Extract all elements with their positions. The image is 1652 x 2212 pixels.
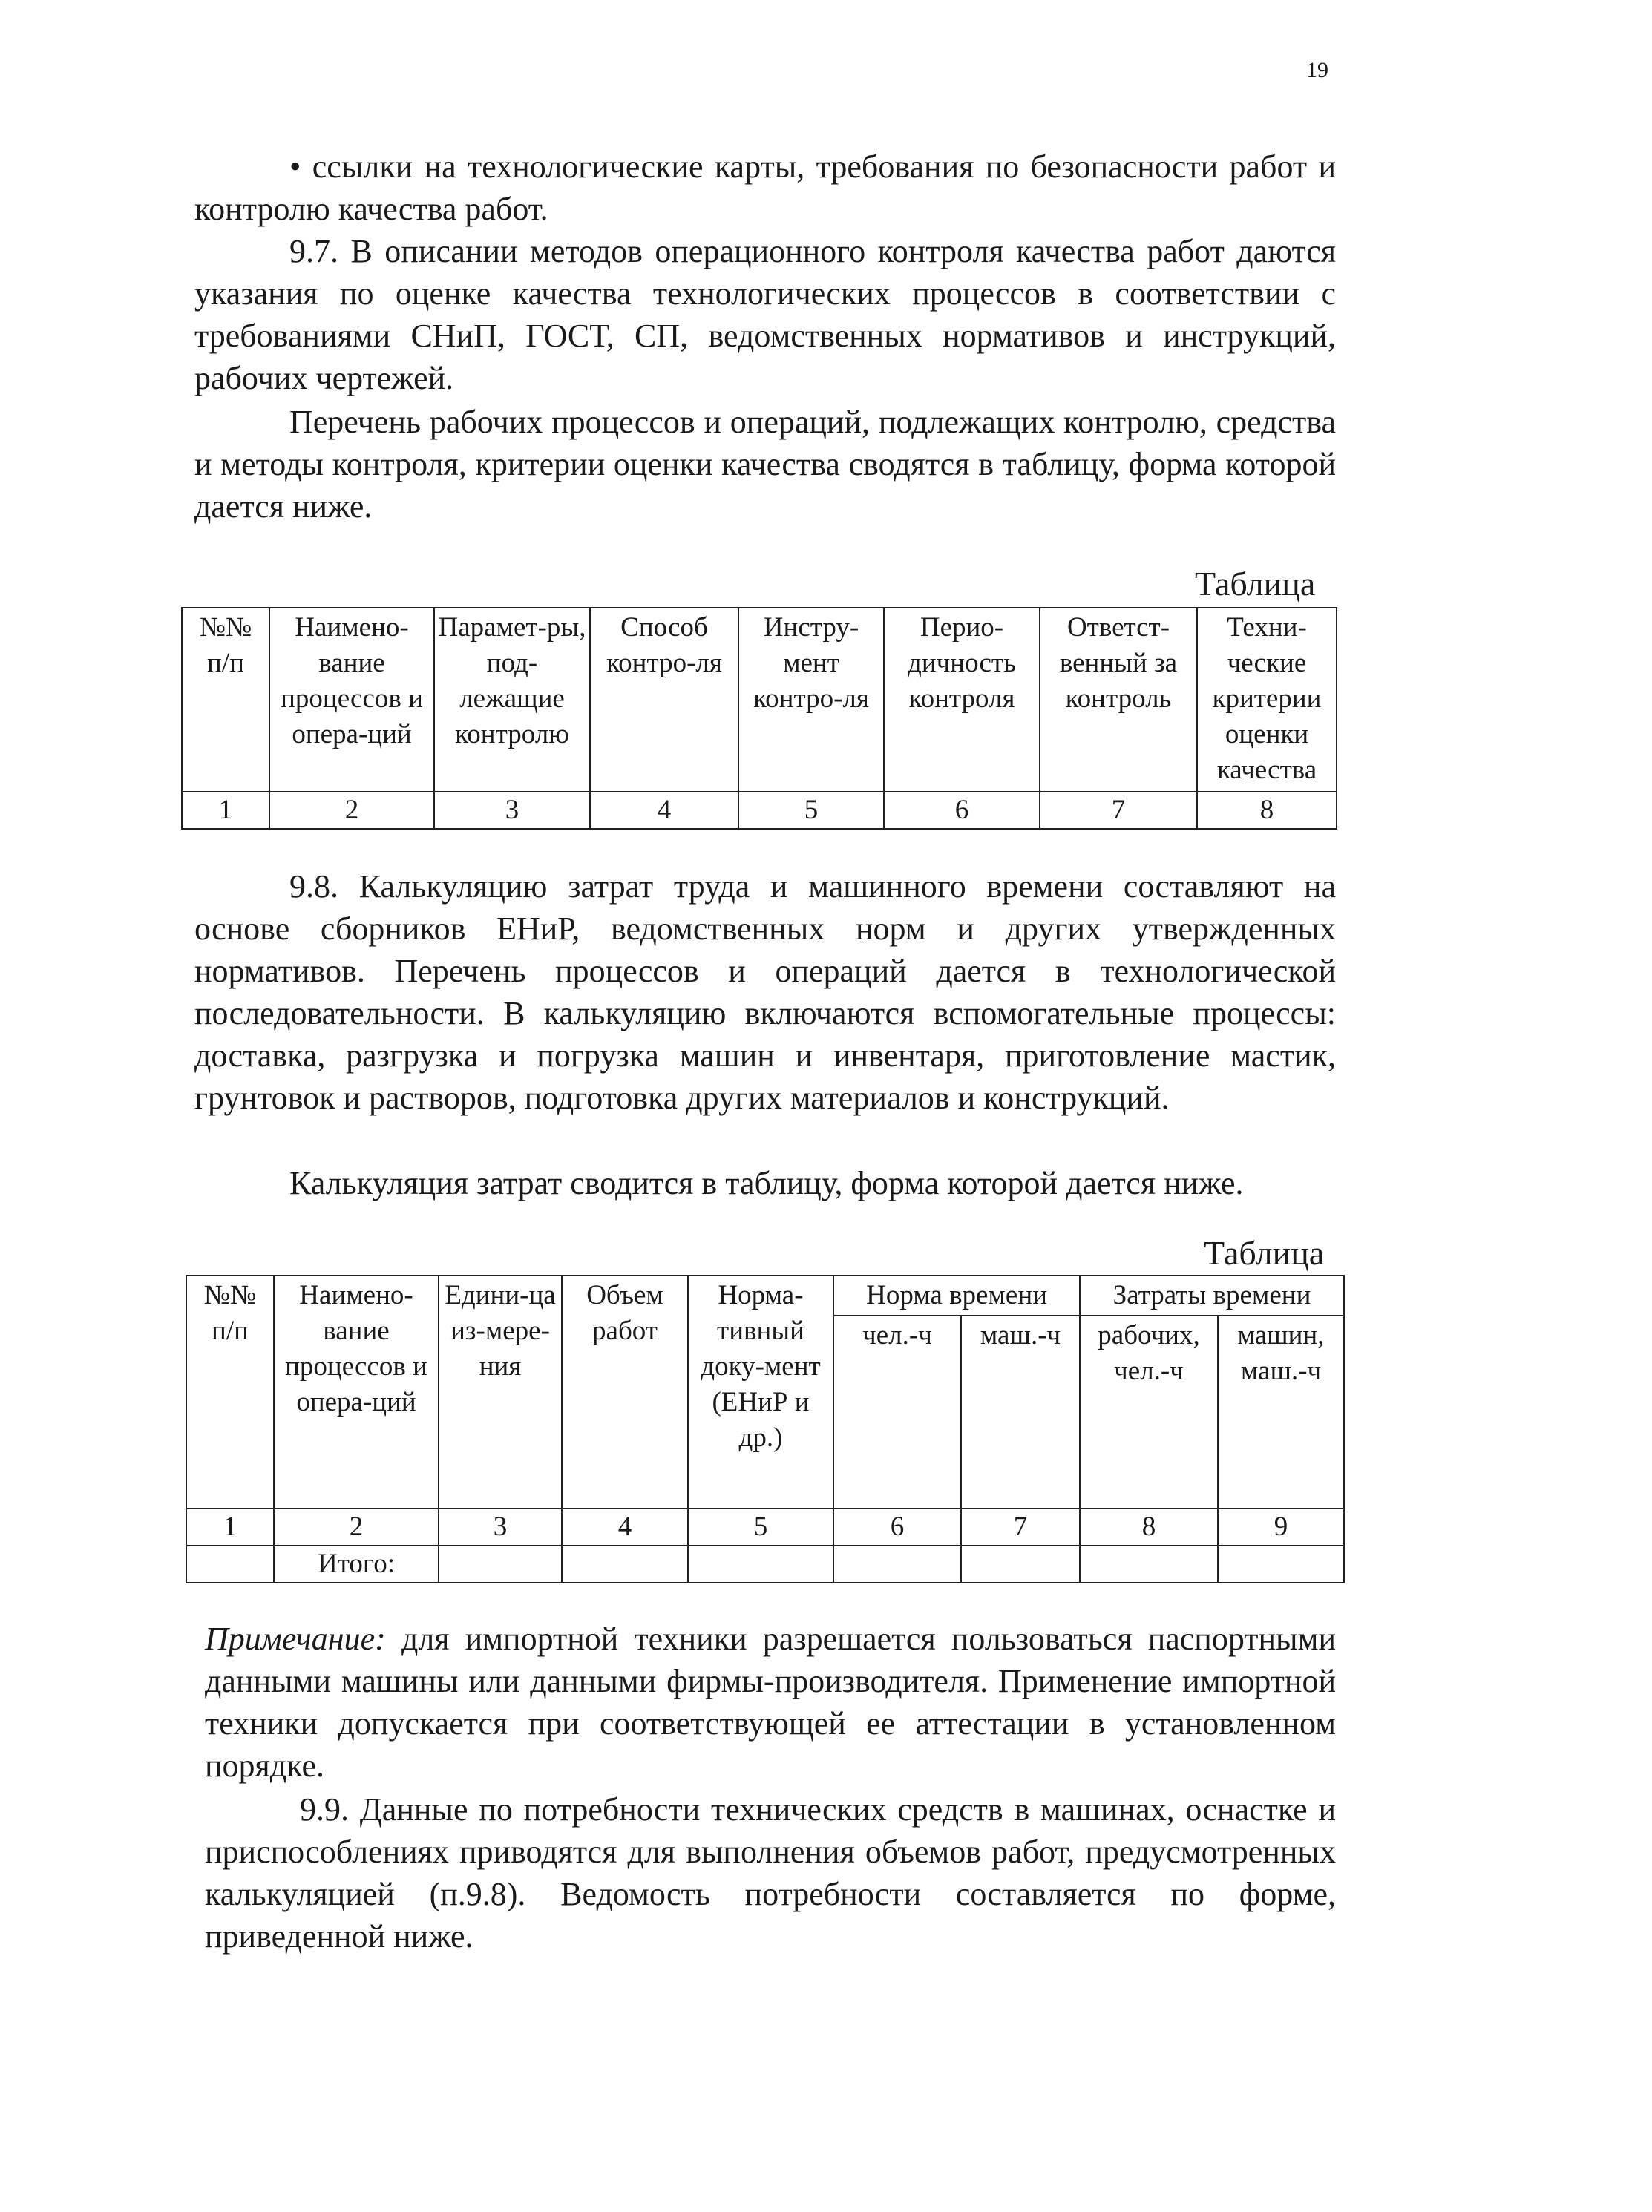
table1-header-cell: Инстру-мент контро-ля	[738, 608, 884, 792]
page-number: 19	[1306, 58, 1328, 82]
table1-header-cell: Перио-дичность контроля	[884, 608, 1040, 792]
table2-total-empty-cell	[833, 1546, 961, 1583]
table2-number-cell: 5	[688, 1509, 833, 1546]
table2-header-cell: №№ п/п	[186, 1276, 274, 1509]
table1-header-cell: Ответст-венный за контроль	[1040, 608, 1197, 792]
paragraph-9-8-table-intro: Калькуляция затрат сводится в таблицу, форма которой дается ниже.	[289, 1165, 1244, 1201]
table2-header-cell: Едини-ца из-мере-ния	[439, 1276, 562, 1509]
table1-number-cell: 6	[884, 792, 1040, 829]
table2-total-empty-cell	[1080, 1546, 1218, 1583]
table1-number-cell: 8	[1197, 792, 1337, 829]
table2-number-cell: 1	[186, 1509, 274, 1546]
table2-number-cell: 4	[562, 1509, 688, 1546]
note-text: для импортной техники разрешается пользоваться паспортными данными машины или данными фирмы-производителя. Применение импортной техники допускается при соответствующей ее аттестации в установленном порядке.	[205, 1621, 1336, 1784]
note-label: Примечание:	[205, 1621, 386, 1657]
table2-number-cell: 7	[961, 1509, 1080, 1546]
table2-total-empty-cell	[186, 1546, 274, 1583]
paragraph-9-7-table-intro: Перечень рабочих процессов и операций, подлежащих контролю, средства и методы контроля, критерии оценки качества сводятся в таблицу, форма которой дается ниже.	[194, 404, 1336, 525]
table1-number-row	[182, 792, 1337, 829]
table1-header-cell: Способ контро-ля	[590, 608, 738, 792]
table2-header-cell: Норма-тивный доку-мент (ЕНиР и др.)	[688, 1276, 833, 1509]
table1-number-cell: 7	[1040, 792, 1197, 829]
table2-total-empty-cell	[1218, 1546, 1344, 1583]
table1-number-cell: 5	[738, 792, 884, 829]
table2-total-empty-cell	[439, 1546, 562, 1583]
paragraph-9-9: 9.9. Данные по потребности технических средств в машинах, оснастке и приспособлениях приводятся для выполнения объемов работ, предусмотренных калькуляцией (п.9.8). Ведомость потребности составляется по форме, приведенной ниже.	[205, 1791, 1336, 1955]
paragraph-9-8: 9.8. Калькуляцию затрат труда и машинного времени составляют на основе сборников ЕНиР, ведомственных норм и других утвержденных нормативов. Перечень процессов и операций дается в технологической последовательности. В калькуляцию включаются вспомогательные процессы: доставка, разгрузка и погрузка машин и инвентаря, приготовление мастик, грунтовок и растворов, подготовка других материалов и конструкций.	[194, 868, 1336, 1116]
table2-total-label: Итого:	[274, 1546, 439, 1583]
bullet-paragraph: • ссылки на технологические карты, требования по безопасности работ и контролю качества работ.	[194, 148, 1336, 227]
table2-header-cell: машин, маш.-ч	[1218, 1316, 1344, 1509]
table2-number-cell: 6	[833, 1509, 961, 1546]
table2-number-row	[186, 1509, 1344, 1546]
table2-number-cell: 9	[1218, 1509, 1344, 1546]
table2-total-empty-cell	[562, 1546, 688, 1583]
table1-header-cell: Наимено-вание процессов и опера-ций	[269, 608, 434, 792]
paragraph-9-7: 9.7. В описании методов операционного контроля качества работ даются указания по оценке качества технологических процессов в соответствии с требованиями СНиП, ГОСТ, СП, ведомственных нормативов и инструкций, рабочих чертежей.	[194, 233, 1336, 396]
quality-control-table	[181, 607, 1337, 830]
labor-cost-table	[186, 1275, 1345, 1583]
table1-header-row	[182, 608, 1337, 792]
table2-number-cell: 8	[1080, 1509, 1218, 1546]
table2-header-group: Норма времени	[833, 1276, 1080, 1316]
table1-number-cell: 2	[269, 792, 434, 829]
table2-header-cell: маш.-ч	[961, 1316, 1080, 1509]
table2-total-empty-cell	[961, 1546, 1080, 1583]
table1-header-cell: Техни-ческие критерии оценки качества	[1197, 608, 1337, 792]
table2-header-row-1	[186, 1276, 1344, 1316]
table2-header-group: Затраты времени	[1080, 1276, 1344, 1316]
table2-header-cell: чел.-ч	[833, 1316, 961, 1509]
table2-number-cell: 3	[439, 1509, 562, 1546]
table2-header-cell: рабочих, чел.-ч	[1080, 1316, 1218, 1509]
table2-total-row	[186, 1546, 1344, 1583]
table2-header-cell: Наимено-вание процессов и опера-ций	[274, 1276, 439, 1509]
table1-header-cell: №№ п/п	[182, 608, 269, 792]
table2-total-empty-cell	[688, 1546, 833, 1583]
table1-number-cell: 3	[434, 792, 590, 829]
table1-number-cell: 1	[182, 792, 269, 829]
table2-caption: Таблица	[1204, 1234, 1325, 1272]
note-paragraph	[205, 1618, 1336, 1787]
table2-number-cell: 2	[274, 1509, 439, 1546]
table2-header-cell: Объем работ	[562, 1276, 688, 1509]
table1-caption: Таблица	[1195, 565, 1316, 603]
table1-header-cell: Парамет-ры, под-лежащие контролю	[434, 608, 590, 792]
table1-number-cell: 4	[590, 792, 738, 829]
